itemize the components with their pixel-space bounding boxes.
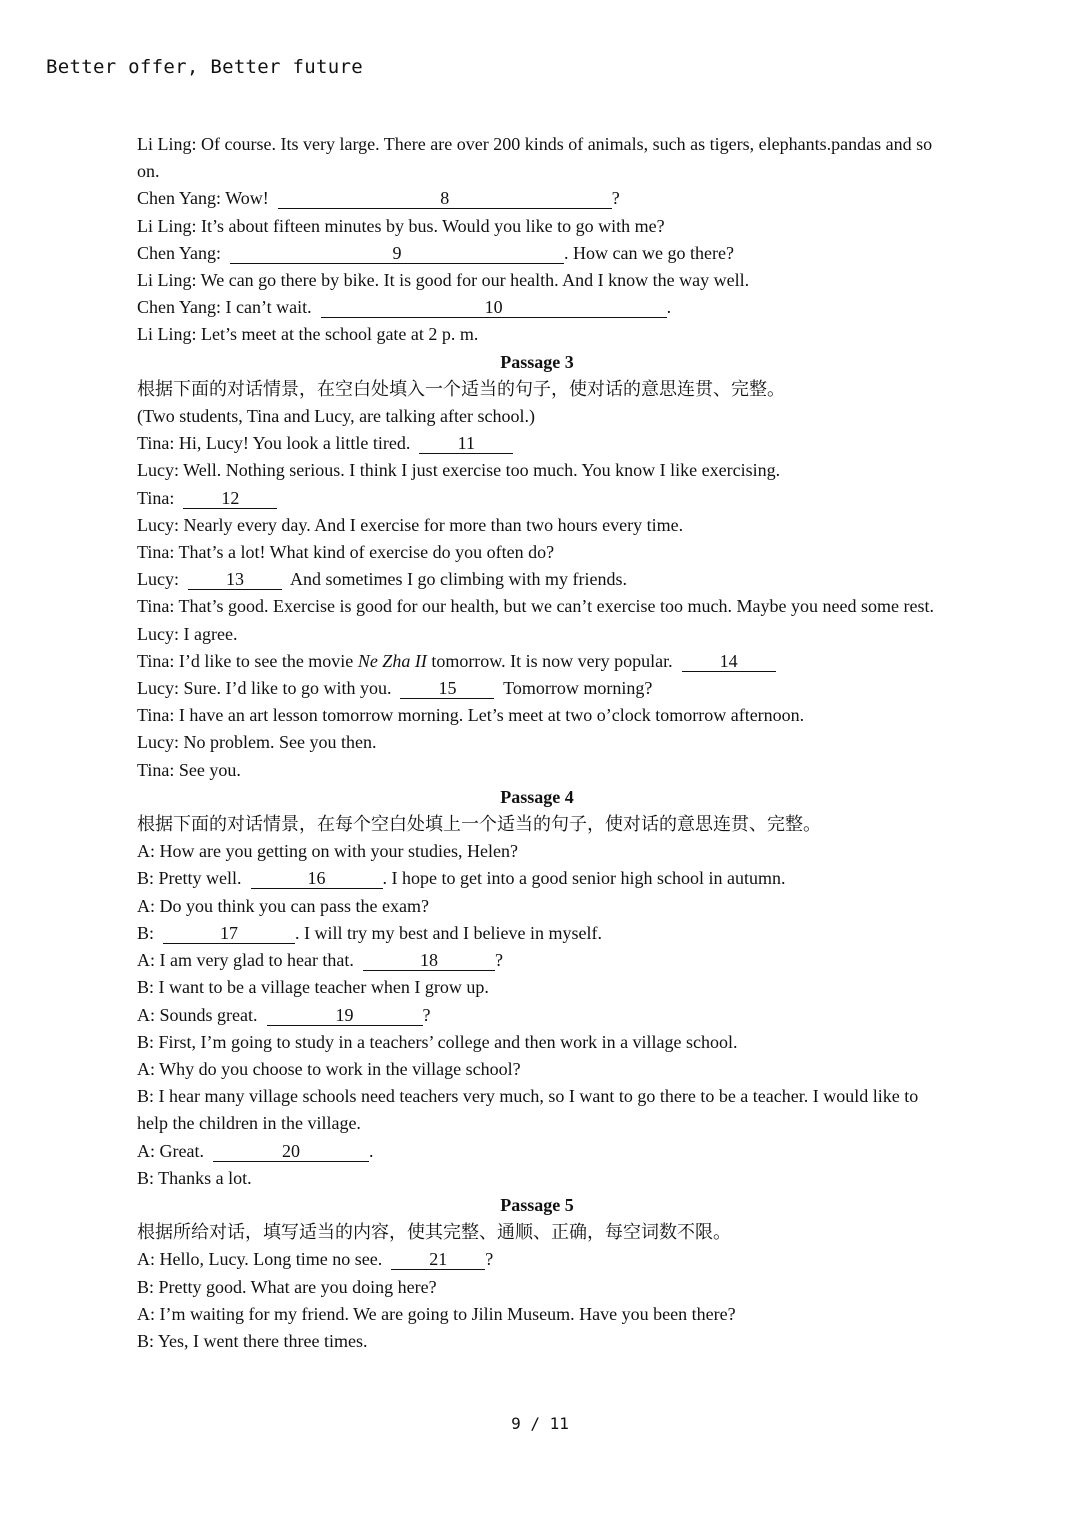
answer-blank-17[interactable]: 17 — [163, 923, 295, 944]
dialogue-line: B: Yes, I went there three times. — [137, 1330, 368, 1351]
dialogue-line: Tina: That’s a lot! What kind of exercise do you often do? — [137, 542, 555, 563]
passage-title: Passage 4 — [500, 786, 574, 807]
answer-blank-21[interactable]: 21 — [391, 1249, 485, 1270]
dialogue-line — [137, 185, 937, 212]
page-header: Better offer, Better future — [46, 56, 363, 78]
line-end-text: . I hope to get into a good senior high school in autumn. — [382, 868, 786, 889]
dialogue-line — [137, 865, 937, 892]
movie-title: Ne Zha II — [357, 650, 427, 671]
line-end-text: . — [368, 1140, 374, 1161]
speaker-text: B: — [137, 922, 155, 943]
dialogue-line: Li Ling: Let’s meet at the school gate at 2 p. m. — [137, 324, 479, 345]
speaker-text: Tina: Hi, Lucy! You look a little tired. — [137, 433, 411, 454]
document-body — [137, 131, 937, 1355]
dialogue-line: A: Why do you choose to work in the village school? — [137, 1058, 521, 1079]
answer-blank-8[interactable]: 8 — [278, 188, 612, 209]
dialogue-line: A: How are you getting on with your studies, Helen? — [137, 841, 518, 862]
dialogue-line: Tina: See you. — [137, 759, 241, 780]
dialogue-line: Li Ling: It’s about fifteen minutes by bus. Would you like to go with me? — [137, 215, 665, 236]
passage-instruction: 根据所给对话，填写适当的内容，使其完整、通顺、正确，每空词数不限。 — [137, 1222, 731, 1243]
passage-instruction: 根据下面的对话情景，在空白处填入一个适当的句子，使对话的意思连贯、完整。 — [137, 378, 785, 399]
dialogue-line — [137, 430, 937, 457]
dialogue-line: B: Thanks a lot. — [137, 1167, 252, 1188]
speaker-text: A: Hello, Lucy. Long time no see. — [137, 1249, 383, 1270]
line-end-text: And sometimes I go climbing with my friends. — [290, 569, 627, 590]
dialogue-line — [137, 920, 937, 947]
line-end-text: ? — [485, 1249, 494, 1270]
line-text: tomorrow. It is now very popular. — [431, 650, 673, 671]
speaker-text: Chen Yang: Wow! — [137, 188, 269, 209]
dialogue-context: (Two students, Tina and Lucy, are talking after school.) — [137, 406, 535, 427]
dialogue-line: A: I’m waiting for my friend. We are going to Jilin Museum. Have you been there? — [137, 1303, 736, 1324]
dialogue-line: Li Ling: Of course. Its very large. There are over 200 kinds of animals, such as tigers, elephants.pandas and so on. — [137, 134, 933, 182]
passage-instruction: 根据下面的对话情景，在每个空白处填上一个适当的句子，使对话的意思连贯、完整。 — [137, 814, 821, 835]
answer-blank-16[interactable]: 16 — [251, 868, 383, 889]
dialogue-line — [137, 294, 937, 321]
page-number: 9 / 11 — [511, 1414, 569, 1433]
dialogue-line: B: I hear many village schools need teachers very much, so I want to go there to be a teacher. I would like to help the children in the village. — [137, 1086, 919, 1134]
speaker-text: Lucy: — [137, 569, 179, 590]
answer-blank-20[interactable]: 20 — [213, 1141, 369, 1162]
line-end-text: ? — [422, 1004, 431, 1025]
line-end-text: Tomorrow morning? — [503, 678, 653, 699]
answer-blank-11[interactable]: 11 — [419, 433, 513, 454]
answer-blank-14[interactable]: 14 — [682, 651, 776, 672]
speaker-text: Tina: — [137, 487, 175, 508]
dialogue-line — [137, 947, 937, 974]
speaker-text: Chen Yang: — [137, 242, 222, 263]
line-end-text: . How can we go there? — [564, 242, 734, 263]
line-end-text: ? — [494, 950, 503, 971]
dialogue-line — [137, 1246, 937, 1273]
answer-blank-18[interactable]: 18 — [363, 950, 495, 971]
answer-blank-19[interactable]: 19 — [267, 1005, 423, 1026]
dialogue-line: Lucy: No problem. See you then. — [137, 732, 377, 753]
dialogue-line — [137, 1138, 937, 1165]
passage-title: Passage 5 — [500, 1194, 574, 1215]
speaker-text: A: Great. — [137, 1140, 204, 1161]
dialogue-line — [137, 566, 937, 593]
dialogue-line — [137, 1002, 937, 1029]
speaker-text: A: I am very glad to hear that. — [137, 950, 354, 971]
dialogue-line: Lucy: Nearly every day. And I exercise for more than two hours every time. — [137, 514, 684, 535]
line-end-text: . — [666, 297, 672, 318]
speaker-text: B: Pretty well. — [137, 868, 242, 889]
speaker-text: Tina: I’d like to see the movie — [137, 650, 354, 671]
speaker-text: Lucy: Sure. I’d like to go with you. — [137, 678, 392, 699]
dialogue-line: B: I want to be a village teacher when I grow up. — [137, 977, 489, 998]
line-end-text: . I will try my best and I believe in myself. — [295, 922, 602, 943]
answer-blank-10[interactable]: 10 — [321, 297, 667, 318]
passage-title: Passage 3 — [500, 351, 574, 372]
answer-blank-12[interactable]: 12 — [183, 488, 277, 509]
speaker-text: Chen Yang: I can’t wait. — [137, 297, 312, 318]
dialogue-line: Lucy: Well. Nothing serious. I think I just exercise too much. You know I like exercising. — [137, 460, 781, 481]
dialogue-line: B: First, I’m going to study in a teachers’ college and then work in a village school. — [137, 1031, 738, 1052]
dialogue-line: B: Pretty good. What are you doing here? — [137, 1276, 437, 1297]
dialogue-line: Tina: That’s good. Exercise is good for our health, but we can’t exercise too much. Maybe you need some rest. — [137, 596, 934, 617]
line-end-text: ? — [611, 188, 620, 209]
dialogue-line: Lucy: I agree. — [137, 623, 238, 644]
dialogue-line: Li Ling: We can go there by bike. It is good for our health. And I know the way well. — [137, 270, 750, 291]
speaker-text: A: Sounds great. — [137, 1004, 258, 1025]
answer-blank-13[interactable]: 13 — [188, 569, 282, 590]
dialogue-line: Tina: I have an art lesson tomorrow morning. Let’s meet at two o’clock tomorrow afternoon. — [137, 705, 805, 726]
dialogue-line — [137, 675, 937, 702]
answer-blank-15[interactable]: 15 — [400, 678, 494, 699]
dialogue-line — [137, 485, 937, 512]
dialogue-line: A: Do you think you can pass the exam? — [137, 895, 429, 916]
dialogue-line — [137, 240, 937, 267]
dialogue-line — [137, 648, 937, 675]
answer-blank-9[interactable]: 9 — [230, 243, 564, 264]
